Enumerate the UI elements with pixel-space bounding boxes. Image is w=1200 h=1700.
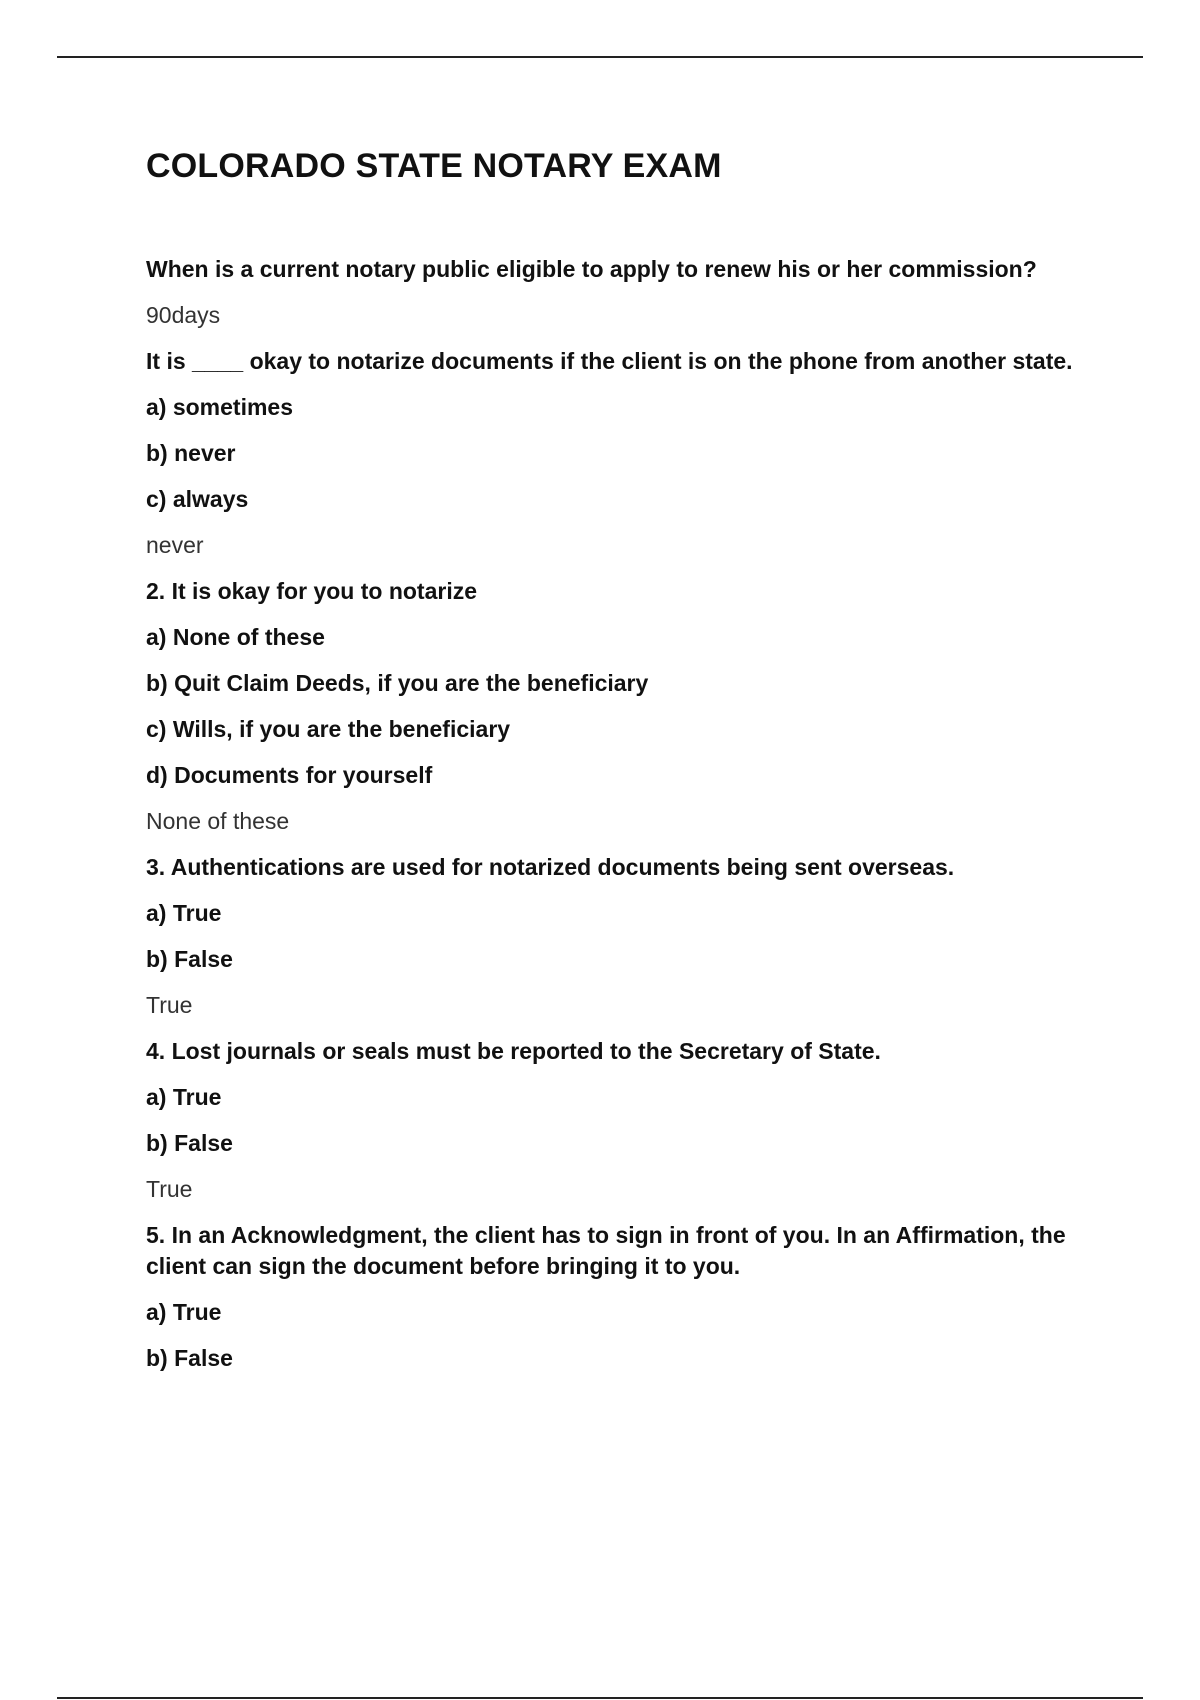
document-body — [146, 140, 1086, 1389]
option-item: a) True — [146, 1299, 222, 1325]
question-4: 4. Lost journals or seals must be reported to the Secretary of State. — [146, 1038, 881, 1064]
question-phone: It is ____ okay to notarize documents if the client is on the phone from another state. — [146, 348, 1073, 374]
option-item: b) False — [146, 1130, 233, 1156]
answer-text: True — [146, 1176, 193, 1202]
question-5: 5. In an Acknowledgment, the client has to sign in front of you. In an Affirmation, the client can sign the document before bringing it to you. — [146, 1222, 1066, 1279]
answer-text: None of these — [146, 808, 290, 834]
question-renewal: When is a current notary public eligible to apply to renew his or her commission? — [146, 256, 1037, 282]
option-item: b) False — [146, 946, 233, 972]
option-item: b) Quit Claim Deeds, if you are the beneficiary — [146, 670, 649, 696]
bottom-divider — [57, 1697, 1143, 1699]
option-item: a) None of these — [146, 624, 325, 650]
option-item: a) True — [146, 900, 222, 926]
answer-text: 90days — [146, 302, 221, 328]
option-item: c) Wills, if you are the beneficiary — [146, 716, 511, 742]
option-item: b) False — [146, 1345, 233, 1371]
option-item: a) sometimes — [146, 394, 294, 420]
question-2: 2. It is okay for you to notarize — [146, 578, 478, 604]
option-item: c) always — [146, 486, 249, 512]
option-item: b) never — [146, 440, 236, 466]
question-3: 3. Authentications are used for notarized documents being sent overseas. — [146, 854, 955, 880]
answer-text: never — [146, 532, 204, 558]
option-item: d) Documents for yourself — [146, 762, 433, 788]
answer-text: True — [146, 992, 193, 1018]
top-divider — [57, 56, 1143, 58]
page-title: COLORADO STATE NOTARY EXAM — [146, 147, 722, 185]
option-item: a) True — [146, 1084, 222, 1110]
